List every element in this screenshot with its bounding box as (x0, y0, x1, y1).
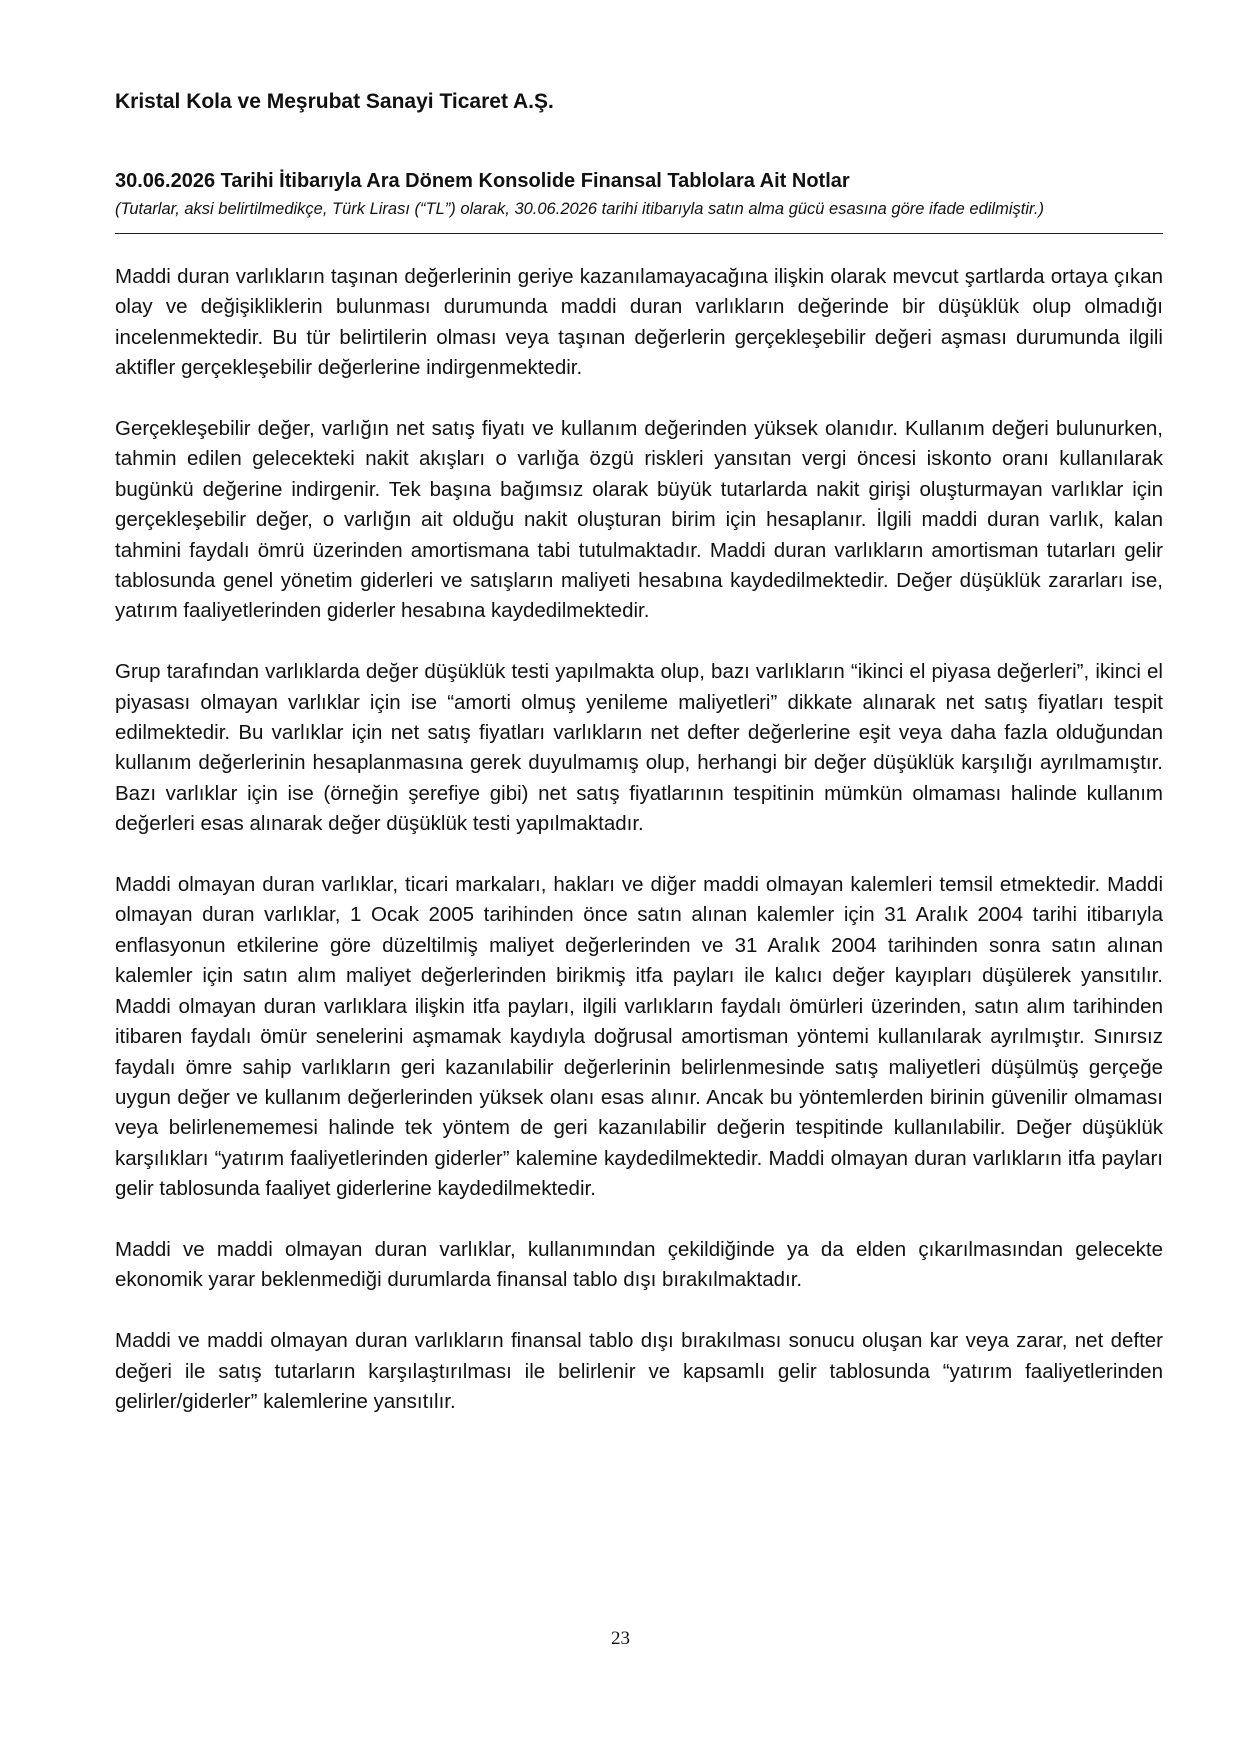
page-number: 23 (611, 1628, 630, 1649)
paragraph: Maddi ve maddi olmayan duran varlıkların finansal tablo dışı bırakılması sonucu oluşan kar veya zarar, net defter değeri ile satış tutarların karşılaştırılması ile belirlenir ve kapsamlı gelir tablosunda “yatırım faaliyetlerinden gelirler/giderler” kalemlerine yansıtılır. (115, 1329, 1163, 1413)
notes-subtitle: (Tutarlar, aksi belirtilmedikçe, Türk Lirası (“TL”) olarak, 30.06.2026 tarihi itibarıyla satın alma gücü esasına göre ifade edilmiştir.) (115, 200, 1044, 218)
paragraph: Grup tarafından varlıklarda değer düşüklük testi yapılmakta olup, bazı varlıkların “ikinci el piyasa değerleri”, ikinci el piyasası olmayan varlıklar için ise “amorti olmuş yenileme maliyetleri” dikkate alınarak net satış fiyatları tespit edilmektedir. Bu varlıklar için net satış fiyatları varlıkların net defter değerlerine eşit veya daha fazla olduğundan kullanım değerlerinin hesaplanmasına gerek duyulmamış olup, herhangi bir değer düşüklük karşılığı ayrılmamıştır. Bazı varlıklar için ise (örneğin şerefiye gibi) net satış fiyatlarının tespitinin mümkün olmaması halinde kullanım değerleri esas alınarak değer düşüklük testi yapılmaktadır. (115, 660, 1163, 836)
paragraph: Maddi ve maddi olmayan duran varlıklar, kullanımından çekildiğinde ya da elden çıkarılmasından gelecekte ekonomik yarar beklenmediği durumlarda finansal tablo dışı bırakılmaktadır. (115, 1237, 1163, 1292)
paragraph: Maddi duran varlıkların taşınan değerlerinin geriye kazanılamayacağına ilişkin olarak mevcut şartlarda ortaya çıkan olay ve değişikliklerin bulunması durumunda maddi duran varlıkların değerinde bir düşüklük olup olmadığı incelenmektedir. Bu tür belirtilerin olması veya taşınan değerlerin gerçekleşebilir değeri aşması durumunda ilgili aktifler gerçekleşebilir değerlerine indirgenmektedir. (115, 265, 1163, 380)
company-name: Kristal Kola ve Meşrubat Sanayi Ticaret A.Ş. (115, 90, 554, 113)
paragraph: Maddi olmayan duran varlıklar, ticari markaları, hakları ve diğer maddi olmayan kalemleri temsil etmektedir. Maddi olmayan duran varlıklar, 1 Ocak 2005 tarihinden önce satın alınan kalemler için 31 Aralık 2004 tarihi itibarıyla enflasyonun etkilerine göre düzeltilmiş maliyet değerlerinden ve 31 Aralık 2004 tarihinden sonra satın alınan kalemler için satın alım maliyet değerlerinden birikmiş itfa payları ile kalıcı değer kayıpları düşülerek yansıtılır. Maddi olmayan duran varlıklara ilişkin itfa payları, ilgili varlıkların faydalı ömürleri üzerinden, satın alım tarihinden itibaren faydalı ömür senelerini aşmamak kaydıyla doğrusal amortisman yöntemi kullanılarak ayrılmıştır. Sınırsız faydalı ömre sahip varlıkların geri kazanılabilir değerlerinin belirlenmesinde satış maliyetleri düşülmüş gerçeğe uygun değer ve kullanım değerlerinden yüksek olanı esas alınır. Ancak bu yöntemlerden birinin güvenilir olmaması veya belirlenememesi halinde tek yöntem de geri kazanılabilir değerin tespitinde kullanılabilir. Değer düşüklük karşılıkları “yatırım faaliyetlerinden giderler” kalemine kaydedilmektedir. Maddi olmayan duran varlıkların itfa payları gelir tablosunda faaliyet giderlerine kaydedilmektedir. (115, 873, 1163, 1201)
document-body (115, 262, 1163, 1448)
paragraph: Gerçekleşebilir değer, varlığın net satış fiyatı ve kullanım değerinden yüksek olanıdır. Kullanım değeri bulunurken, tahmin edilen gelecekteki nakit akışları o varlığa özgü riskleri yansıtan vergi öncesi iskonto oranı kullanılarak bugünkü değerine indirgenir. Tek başına bağımsız olarak büyük tutarlarda nakit girişi oluşturmayan varlıklar için gerçekleşebilir değer, o varlığın ait olduğu nakit oluşturan birim için hesaplanır. İlgili maddi duran varlık, kalan tahmini faydalı ömrü üzerinden amortismana tabi tutulmaktadır. Maddi duran varlıkların amortisman tutarları gelir tablosunda genel yönetim giderleri ve satışların maliyeti hesabına kaydedilmektedir. Değer düşüklük zararları ise, yatırım faaliyetlerinden giderler hesabına kaydedilmektedir. (115, 417, 1163, 623)
notes-title: 30.06.2026 Tarihi İtibarıyla Ara Dönem Konsolide Finansal Tablolara Ait Notlar (115, 170, 850, 192)
header-divider (115, 233, 1163, 234)
page-header (115, 88, 1163, 221)
